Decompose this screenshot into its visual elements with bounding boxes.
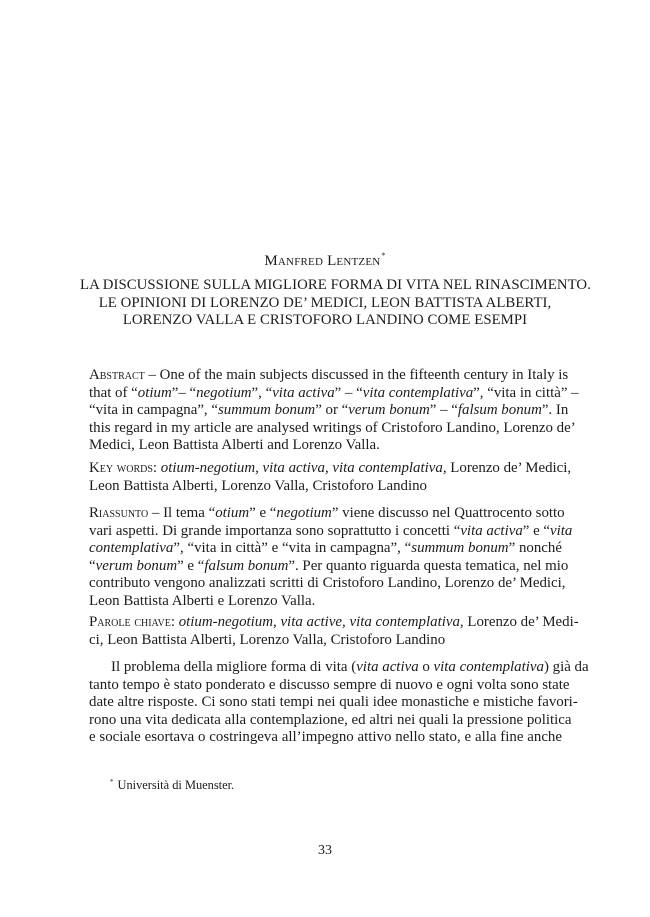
author-name: Manfred Lentzen* [264, 251, 386, 269]
page-number: 33 [318, 843, 332, 858]
riassunto-line-1: Riassunto – Il tema “otium” e “negotium” viene discusso nel Quattrocento sotto [89, 505, 565, 521]
parole-chiave-label: Parole chiave [89, 614, 171, 630]
abstract-line-5: Medici, Leon Battista Alberti and Lorenzo Valla. [89, 437, 380, 454]
parole-chiave-line-1: Parole chiave: otium-negotium, vita active, vita contemplativa, Lorenzo de’ Medi- [89, 614, 579, 630]
footnote-mark: * [110, 778, 114, 786]
keywords-label: Key words [89, 460, 153, 476]
abstract-line-3: “vita in campagna”, “summum bonum” or “verum bonum” – “falsum bonum”. In [89, 402, 569, 419]
title-line: LA DISCUSSIONE SULLA MIGLIORE FORMA DI VITA NEL RINASCIMENTO. [80, 277, 591, 293]
abstract-line-4: this regard in my article are analysed writings of Cristoforo Landino, Lorenzo de’ [89, 419, 576, 436]
main-line-4: rono una vita dedicata alla contemplazione, ed altri nei quali la pressione politica [89, 711, 572, 728]
abstract-label: Abstract [89, 367, 145, 383]
riassunto-line-2: vari aspetti. Di grande importanza sono soprattutto i concetti “vita activa” e “vita [89, 522, 573, 539]
riassunto-paragraph [89, 505, 573, 611]
main-line-5: e sociale esortava o costringeva all’impegno attivo nello stato, e alla fine anche [89, 729, 562, 746]
riassunto-line-4: “verum bonum” e “falsum bonum”. Per quanto riguarda questa tematica, nel mio [89, 557, 569, 574]
main-line-2: tanto tempo è stato ponderato e discusso sempre di nuovo e ogni volta sono state [89, 676, 570, 693]
riassunto-line-6: Leon Battista Alberti e Lorenzo Valla. [89, 592, 316, 609]
riassunto-label: Riassunto [89, 505, 149, 521]
main-paragraph [89, 659, 589, 747]
abstract-paragraph [89, 367, 579, 455]
footnote [110, 778, 234, 793]
main-line-1: Il problema della migliore forma di vita (vita activa o vita contemplativa) già da [111, 659, 589, 675]
keywords-line-1: Key words: otium-negotium, vita activa, vita contemplativa, Lorenzo de’ Medici, [89, 460, 572, 476]
keywords-line-2: Leon Battista Alberti, Lorenzo Valla, Cristoforo Landino [89, 477, 427, 494]
article-title [80, 277, 591, 330]
author-footnote-mark: * [381, 251, 386, 260]
abstract-line-2: that of “otium”– “negotium”, “vita activa” – “vita contemplativa”, “vita in città” – [89, 384, 579, 401]
keywords-paragraph [89, 460, 572, 495]
title-line: LE OPINIONI DI LORENZO DE’ MEDICI, LEON BATTISTA ALBERTI, [98, 294, 552, 311]
riassunto-line-3: contemplativa”, “vita in città” e “vita in campagna”, “summum bonum” nonché [89, 540, 562, 557]
riassunto-line-5: contributo vengono analizzati scritti di Cristoforo Landino, Lorenzo de’ Medici, [89, 575, 566, 592]
title-line: LORENZO VALLA E CRISTOFORO LANDINO COME ESEMPI [122, 312, 528, 328]
main-line-3: date altre risposte. Ci sono stati tempi nei quali idee monastiche e mistiche favori- [89, 694, 578, 711]
abstract-line-1: Abstract – One of the main subjects discussed in the fifteenth century in Italy is [89, 367, 569, 383]
parole-chiave-paragraph [89, 614, 579, 649]
parole-chiave-line-2: ci, Leon Battista Alberti, Lorenzo Valla, Cristoforo Landino [89, 631, 446, 648]
footnote-text: Università di Muenster. [117, 778, 235, 792]
